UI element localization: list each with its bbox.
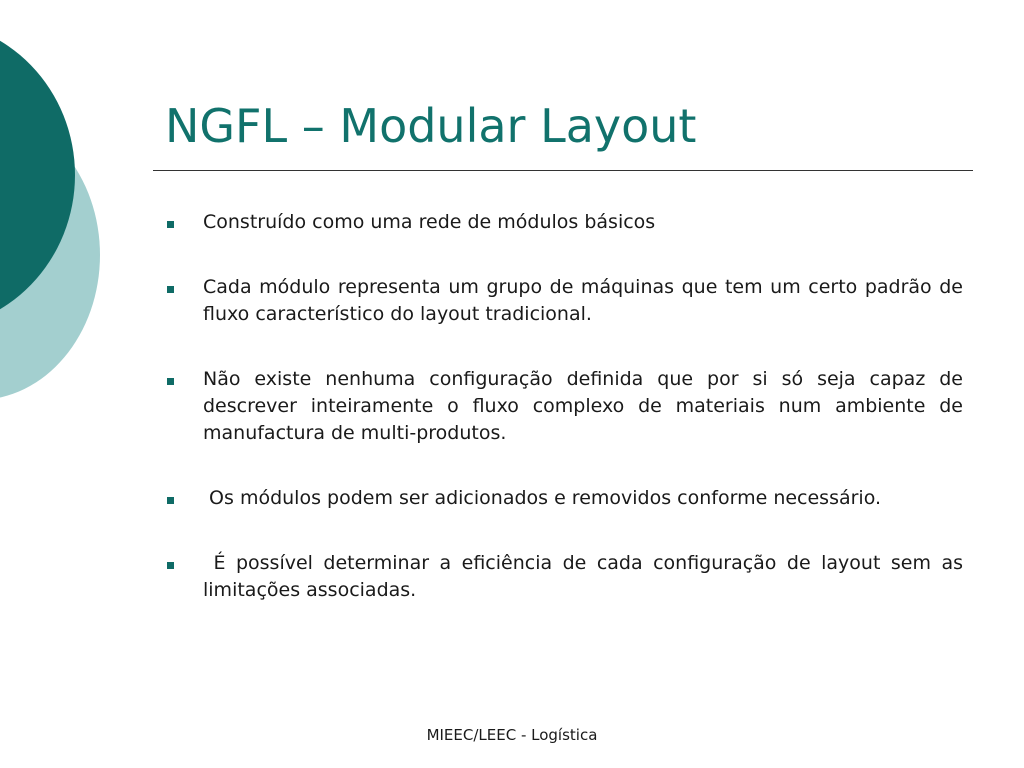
- bullet-text: Construído como uma rede de módulos básicos: [203, 211, 656, 233]
- bullet-item: [163, 550, 970, 604]
- bullet-text: Os módulos podem ser adicionados e removidos conforme necessário.: [203, 487, 882, 509]
- bullet-item: [163, 274, 963, 328]
- square-bullet-icon: [167, 378, 174, 385]
- bullet-item: [163, 485, 963, 512]
- square-bullet-icon: [167, 497, 174, 504]
- bullet-list: [163, 209, 970, 604]
- bullet-item: [163, 209, 963, 236]
- title-divider: [153, 170, 973, 171]
- slide-title: NGFL – Modular Layout: [165, 99, 697, 153]
- bullet-text: Cada módulo representa um grupo de máquinas que tem um certo padrão de fluxo característico do layout tradicional.: [203, 276, 963, 325]
- slide-footer: MIEEC/LEEC - Logística: [426, 726, 598, 744]
- square-bullet-icon: [167, 221, 174, 228]
- bullet-text: É possível determinar a eficiência de cada configuração de layout sem as limitações associadas.: [203, 552, 970, 601]
- square-bullet-icon: [167, 286, 174, 293]
- bullet-text: Não existe nenhuma configuração definida que por si só seja capaz de descrever inteiramente o fluxo complexo de materiais num ambiente de manufactura de multi-produtos.: [203, 368, 963, 444]
- square-bullet-icon: [167, 562, 174, 569]
- bullet-item: [163, 366, 963, 447]
